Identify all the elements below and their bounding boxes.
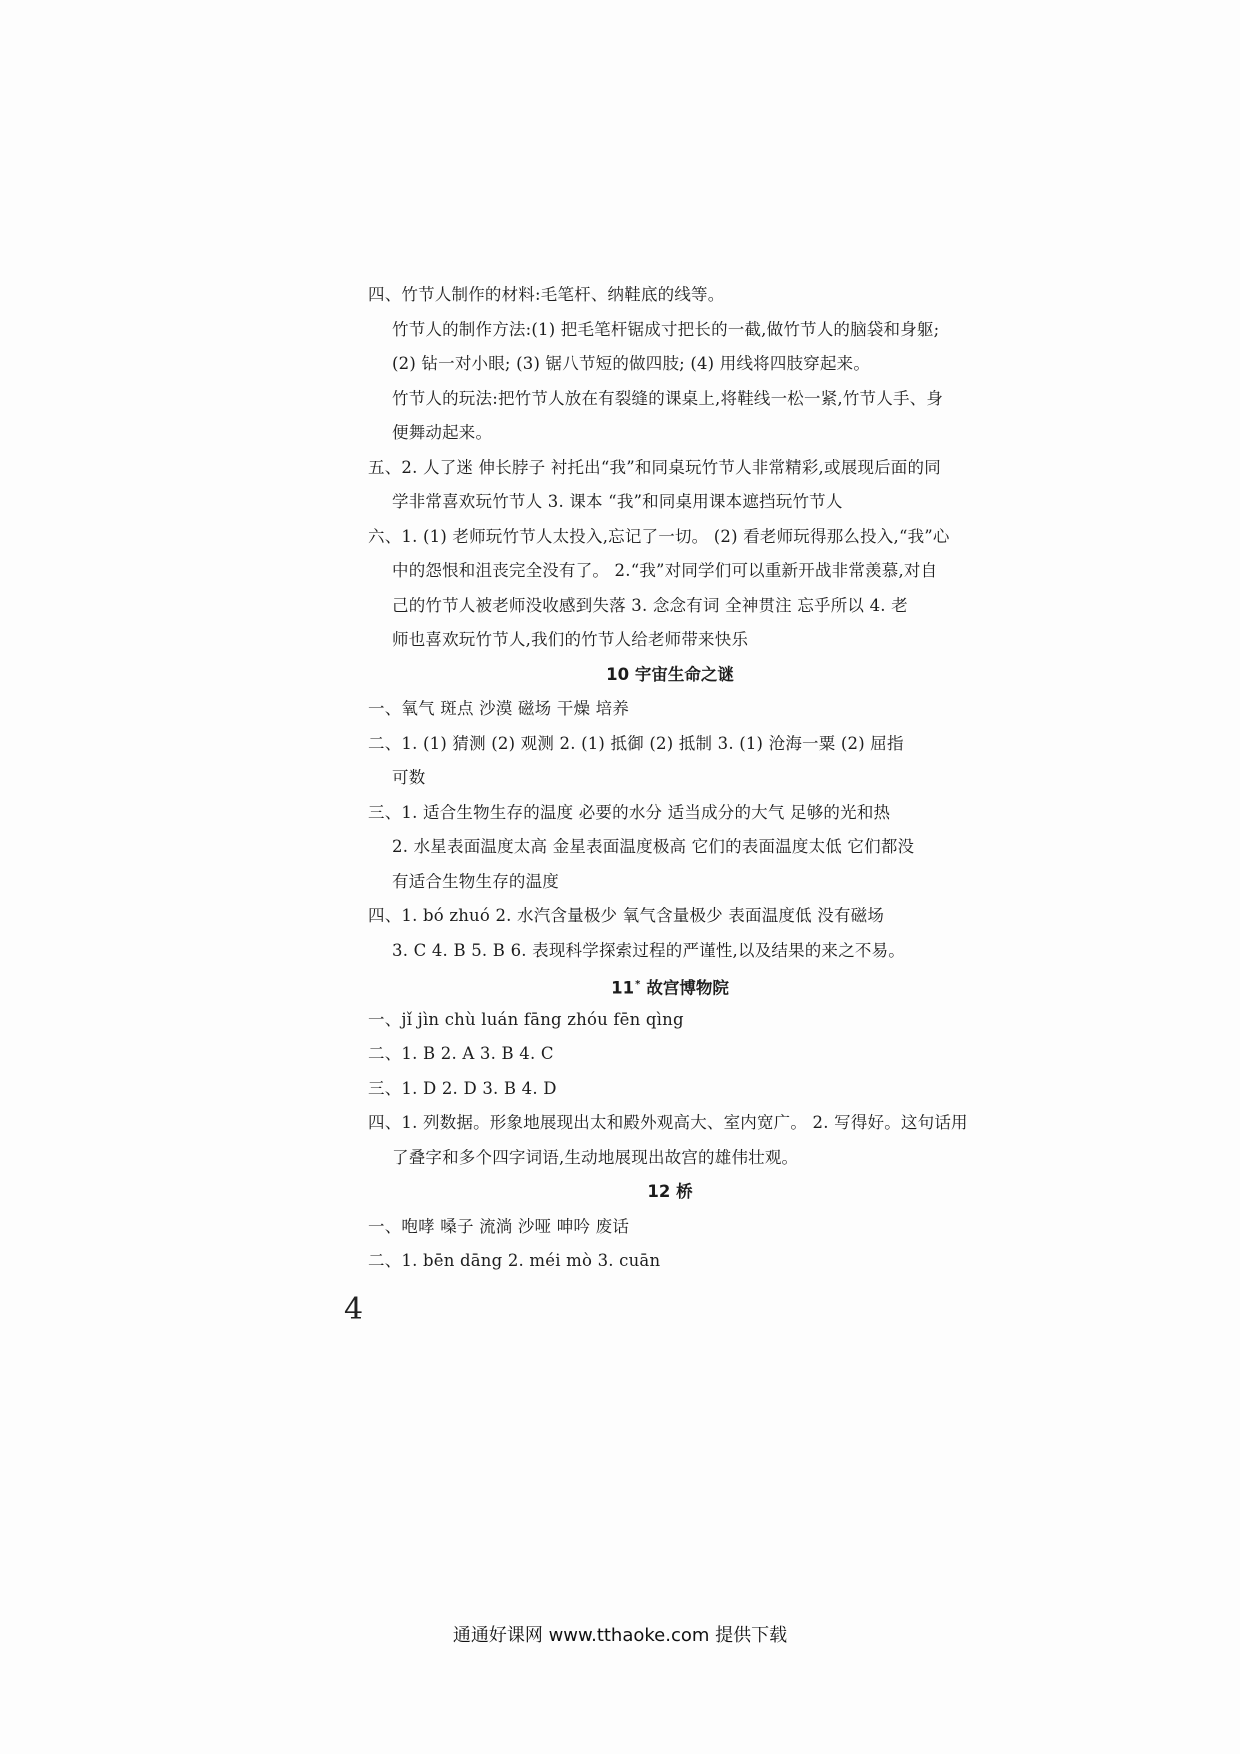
lesson-name: 故宫博物院 [646,978,729,998]
answer-line: 竹节人的玩法:把竹节人放在有裂缝的课桌上,将鞋线一松一紧,竹节人手、身 [392,388,944,408]
answer-line: 己的竹节人被老师没收感到失落 3. 念念有词 全神贯注 忘乎所以 4. 老 [392,595,908,615]
lesson-title: 10 宇宙生命之谜 [606,664,734,684]
answer-line: (2) 钻一对小眼; (3) 锯八节短的做四肢; (4) 用线将四肢穿起来。 [392,354,871,373]
answer-line: 学非常喜欢玩竹节人 3. 课本 “我”和同桌用课本遮挡玩竹节人 [392,492,843,511]
answer-line: 便舞动起来。 [392,423,493,442]
optional-lesson-marker: * [635,979,641,990]
answer-line: 五、2. 人了迷 伸长脖子 衬托出“我”和同桌玩竹节人非常精彩,或展现后面的同 [368,457,941,477]
answer-line: 二、1. (1) 猜测 (2) 观测 2. (1) 抵御 (2) 抵制 3. (1) 沧海一粟 (2) 屈指 [368,733,904,753]
answer-line: 了叠字和多个四字词语,生动地展现出故宫的雄伟壮观。 [392,1147,799,1167]
answer-line: 师也喜欢玩竹节人,我们的竹节人给老师带来快乐 [392,630,749,649]
answer-line: 一、咆哮 嗓子 流淌 沙哑 呻吟 废话 [368,1216,630,1236]
answer-line: 3. C 4. B 5. B 6. 表现科学探索过程的严谨性,以及结果的来之不易。 [392,940,906,960]
answer-line: 六、1. (1) 老师玩竹节人太投入,忘记了一切。 (2) 看老师玩得那么投入,“我”心 [368,526,950,546]
answer-line: 竹节人的制作方法:(1) 把毛笔杆锯成寸把长的一截,做竹节人的脑袋和身躯; [392,319,940,339]
answer-line: 四、1. bó zhuó 2. 水汽含量极少 氧气含量极少 表面温度低 没有磁场 [368,906,885,925]
answer-line: 2. 水星表面温度太高 金星表面温度极高 它们的表面温度太低 它们都没 [392,837,915,856]
answer-line: 可数 [392,768,426,787]
lesson-title: 12 桥 [647,1182,693,1201]
footer-download-note: 通通好课网 www.tthaoke.com 提供下载 [452,1625,788,1646]
answer-line: 三、1. 适合生物生存的温度 必要的水分 适当成分的大气 足够的光和热 [368,802,891,822]
answer-line: 四、竹节人制作的材料:毛笔杆、纳鞋底的线等。 [368,285,725,304]
answer-line: 三、1. D 2. D 3. B 4. D [368,1078,557,1098]
answer-line: 二、1. bēn dāng 2. méi mò 3. cuān [368,1251,661,1270]
answer-line: 一、jǐ jìn chù luán fāng zhóu fēn qìng [368,1009,684,1029]
page-number: 4 [344,1292,364,1327]
lesson-number: 11 [611,978,635,998]
answer-line: 一、氧气 斑点 沙漠 磁场 干燥 培养 [368,699,630,718]
answer-line: 四、1. 列数据。形象地展现出太和殿外观高大、室内宽广。 2. 写得好。这句话用 [368,1113,968,1132]
answer-line: 二、1. B 2. A 3. B 4. C [368,1044,554,1063]
answer-content [368,278,968,1279]
answer-line: 有适合生物生存的温度 [392,871,559,891]
answer-line: 中的怨恨和沮丧完全没有了。 2.“我”对同学们可以重新开战非常羡慕,对自 [392,561,938,580]
lesson-title [368,968,952,1003]
